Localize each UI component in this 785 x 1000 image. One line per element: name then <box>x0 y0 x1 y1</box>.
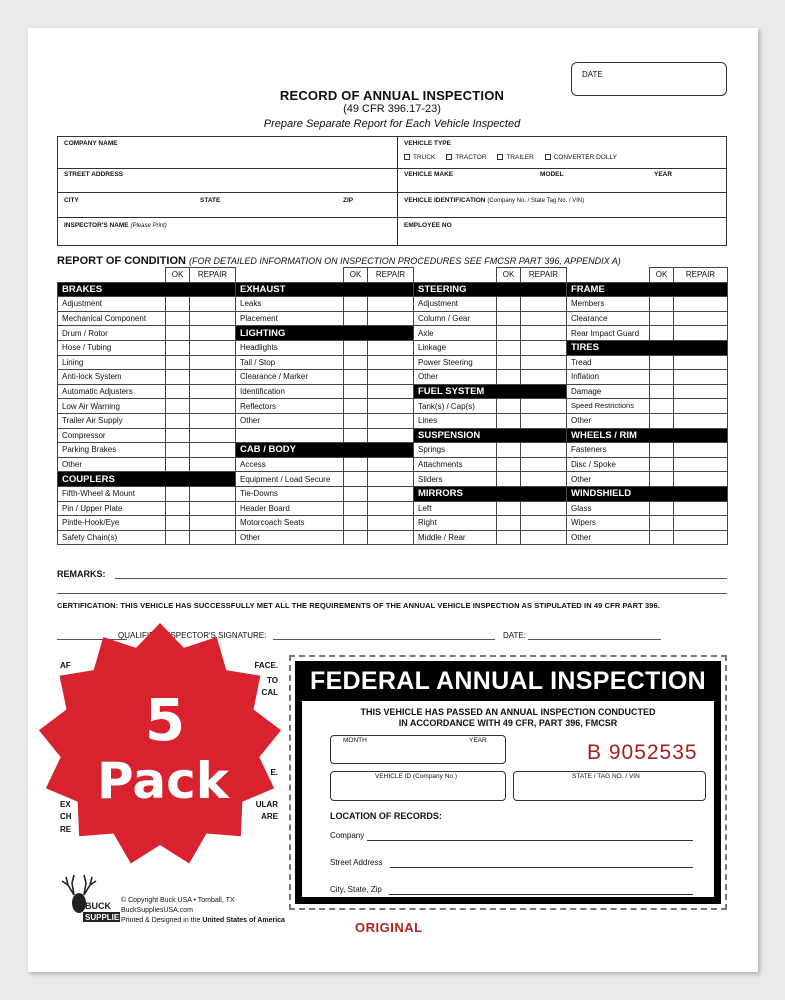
location-of-records-heading: LOCATION OF RECORDS: <box>330 811 442 821</box>
year-field[interactable]: YEAR <box>654 171 673 178</box>
ok-checkbox-cell[interactable] <box>497 370 521 385</box>
repair-checkbox-cell[interactable] <box>368 297 414 312</box>
ok-checkbox-cell[interactable] <box>344 384 368 399</box>
checklist-item-label: Tail / Stop <box>236 355 344 370</box>
vin-field[interactable]: VEHICLE IDENTIFICATION (Company No. / State Tag No. / VIN) <box>404 197 585 204</box>
checkbox-trailer[interactable]: TRAILER <box>497 154 533 161</box>
category-header: WINDSHIELD <box>567 486 728 501</box>
checklist-item-label: Attachments <box>414 457 497 472</box>
repair-column-header: REPAIR <box>674 268 728 283</box>
ok-column-header: OK <box>166 268 190 283</box>
repair-checkbox-cell[interactable] <box>521 472 567 487</box>
ok-checkbox-cell[interactable] <box>166 443 190 458</box>
repair-checkbox-cell[interactable] <box>190 457 236 472</box>
ok-checkbox-cell[interactable] <box>166 501 190 516</box>
checklist-header-blank <box>58 268 166 283</box>
repair-checkbox-cell[interactable] <box>521 530 567 545</box>
checklist-item-label: Tread <box>567 355 650 370</box>
checklist-item-label: Inflation <box>567 370 650 385</box>
checklist-item-label: Placement <box>236 311 344 326</box>
checklist-item-label: Left <box>414 501 497 516</box>
checklist-row <box>58 399 728 414</box>
checklist-item-label: Motorcoach Seats <box>236 516 344 531</box>
checklist-item-label: Damage <box>567 384 650 399</box>
category-header: LIGHTING <box>236 326 414 341</box>
repair-column-header: REPAIR <box>521 268 567 283</box>
repair-checkbox-cell[interactable] <box>368 530 414 545</box>
category-header: CAB / BODY <box>236 443 414 458</box>
checklist-item-label: Fifth-Wheel & Mount <box>58 486 166 501</box>
checklist-header-blank <box>414 268 497 283</box>
federal-inspection-decal <box>289 655 727 910</box>
checklist-item-label: Column / Gear <box>414 311 497 326</box>
checklist-row <box>58 370 728 385</box>
repair-checkbox-cell[interactable] <box>521 311 567 326</box>
ok-checkbox-cell[interactable] <box>650 501 674 516</box>
checklist-item-label: Other <box>236 413 344 428</box>
vehicle-info-block <box>57 136 727 246</box>
ok-checkbox-cell[interactable] <box>344 413 368 428</box>
checklist-row <box>58 472 728 487</box>
ok-checkbox-cell[interactable] <box>166 370 190 385</box>
decal-street-field[interactable]: Street Address <box>330 858 382 867</box>
checklist-item-label: Disc / Spoke <box>567 457 650 472</box>
ok-checkbox-cell[interactable] <box>344 472 368 487</box>
model-field[interactable]: MODEL <box>540 171 564 178</box>
repair-checkbox-cell[interactable] <box>674 326 728 341</box>
category-header: COUPLERS <box>58 472 236 487</box>
vehicle-make-field[interactable]: VEHICLE MAKE <box>404 171 454 178</box>
ok-column-header: OK <box>497 268 521 283</box>
repair-checkbox-cell[interactable] <box>190 413 236 428</box>
ok-checkbox-cell[interactable] <box>650 355 674 370</box>
repair-checkbox-cell[interactable] <box>521 516 567 531</box>
ok-checkbox-cell[interactable] <box>344 516 368 531</box>
repair-checkbox-cell[interactable] <box>190 355 236 370</box>
ok-checkbox-cell[interactable] <box>166 297 190 312</box>
category-header: EXHAUST <box>236 282 414 297</box>
instruction-fragment-left: CH <box>60 812 72 821</box>
ok-checkbox-cell[interactable] <box>344 501 368 516</box>
checklist-item-label: Other <box>567 472 650 487</box>
ok-checkbox-cell[interactable] <box>497 399 521 414</box>
checklist-item-label: Other <box>58 457 166 472</box>
ok-checkbox-cell[interactable] <box>166 399 190 414</box>
checklist-item-label: Safety Chain(s) <box>58 530 166 545</box>
company-name-field[interactable]: COMPANY NAME <box>64 140 118 147</box>
ok-checkbox-cell[interactable] <box>497 501 521 516</box>
repair-checkbox-cell[interactable] <box>190 297 236 312</box>
repair-checkbox-cell[interactable] <box>674 370 728 385</box>
checklist-row <box>58 297 728 312</box>
checklist-item-label: Parking Brakes <box>58 443 166 458</box>
instruction-fragment-left: RE <box>60 825 72 834</box>
city-field[interactable]: CITY <box>64 197 79 204</box>
repair-checkbox-cell[interactable] <box>521 340 567 355</box>
checklist-item-label: Anti-lock System <box>58 370 166 385</box>
category-header: BRAKES <box>58 282 236 297</box>
ok-checkbox-cell[interactable] <box>497 340 521 355</box>
ok-checkbox-cell[interactable] <box>497 457 521 472</box>
checklist-item-label: Other <box>567 413 650 428</box>
footer-printed: Printed & Designed in the United States of America <box>121 917 285 924</box>
ok-checkbox-cell[interactable] <box>650 413 674 428</box>
repair-checkbox-cell[interactable] <box>368 384 414 399</box>
repair-column-header: REPAIR <box>190 268 236 283</box>
decal-month-year-field[interactable]: MONTH YEAR <box>330 735 506 764</box>
repair-checkbox-cell[interactable] <box>521 370 567 385</box>
checklist-item-label: Axle <box>414 326 497 341</box>
report-of-condition-heading: REPORT OF CONDITION (FOR DETAILED INFORMATION ON INSPECTION PROCEDURES SEE FMCSR PART 396, APPENDIX A) <box>57 255 621 267</box>
checklist-item-label: Header Board <box>236 501 344 516</box>
repair-checkbox-cell[interactable] <box>190 486 236 501</box>
checklist-item-label: Compressor <box>58 428 166 443</box>
repair-checkbox-cell[interactable] <box>190 311 236 326</box>
decal-state-tag-field[interactable]: STATE / TAG NO. / VIN <box>513 771 706 801</box>
ok-checkbox-cell[interactable] <box>166 428 190 443</box>
decal-statement-line2: IN ACCORDANCE WITH 49 CFR, PART 396, FMCSR <box>398 718 618 728</box>
form-instruction: Prepare Separate Report for Each Vehicle Inspected <box>263 118 521 130</box>
remarks-line-2[interactable] <box>57 593 727 594</box>
repair-checkbox-cell[interactable] <box>190 370 236 385</box>
ok-checkbox-cell[interactable] <box>344 297 368 312</box>
checklist-item-label: Other <box>236 530 344 545</box>
checklist-row <box>58 282 728 297</box>
remarks-line-1[interactable] <box>115 578 727 579</box>
decal-city-field[interactable]: City, State, Zip <box>330 885 382 894</box>
checklist-item-label: Equipment / Load Secure <box>236 472 344 487</box>
ok-checkbox-cell[interactable] <box>497 413 521 428</box>
repair-checkbox-cell[interactable] <box>190 428 236 443</box>
ok-checkbox-cell[interactable] <box>497 472 521 487</box>
repair-column-header: REPAIR <box>368 268 414 283</box>
checklist-item-label: Other <box>567 530 650 545</box>
checklist-row <box>58 516 728 531</box>
checklist-item-label: Identification <box>236 384 344 399</box>
checklist-item-label: Springs <box>414 443 497 458</box>
repair-checkbox-cell[interactable] <box>190 501 236 516</box>
category-header: WHEELS / RIM <box>567 428 728 443</box>
remarks-label: REMARKS: <box>57 569 106 579</box>
date-label: DATE <box>582 70 603 79</box>
ok-checkbox-cell[interactable] <box>650 530 674 545</box>
checklist-item-label: Leaks <box>236 297 344 312</box>
checklist-item-label: Tie-Downs <box>236 486 344 501</box>
instruction-fragment-left: EX <box>60 800 71 809</box>
repair-checkbox-cell[interactable] <box>521 326 567 341</box>
repair-checkbox-cell[interactable] <box>674 384 728 399</box>
repair-checkbox-cell[interactable] <box>674 355 728 370</box>
vehicle-type-options <box>404 154 626 161</box>
decal-statement-line1: THIS VEHICLE HAS PASSED AN ANNUAL INSPECTION CONDUCTED <box>360 707 656 717</box>
repair-checkbox-cell[interactable] <box>521 443 567 458</box>
repair-checkbox-cell[interactable] <box>674 297 728 312</box>
ok-checkbox-cell[interactable] <box>497 311 521 326</box>
repair-checkbox-cell[interactable] <box>674 443 728 458</box>
repair-checkbox-cell[interactable] <box>674 413 728 428</box>
copy-label: ORIGINAL <box>355 920 423 935</box>
ok-checkbox-cell[interactable] <box>497 297 521 312</box>
ok-checkbox-cell[interactable] <box>650 399 674 414</box>
checklist-item-label: Low Air Warning <box>58 399 166 414</box>
checkbox-truck[interactable]: TRUCK <box>404 154 435 161</box>
checklist-row <box>58 486 728 501</box>
checklist-item-label: Tank(s) / Cap(s) <box>414 399 497 414</box>
repair-checkbox-cell[interactable] <box>190 399 236 414</box>
repair-checkbox-cell[interactable] <box>190 516 236 531</box>
checklist-row <box>58 340 728 355</box>
checklist-item-label: Mechanical Component <box>58 311 166 326</box>
decal-company-field[interactable]: Company <box>330 831 364 840</box>
ok-checkbox-cell[interactable] <box>166 457 190 472</box>
instruction-fragment-right: E. <box>270 768 278 777</box>
instruction-fragment-right: FACE. <box>254 661 278 670</box>
checkbox-converter-dolly[interactable]: CONVERTER DOLLY <box>545 154 617 161</box>
repair-checkbox-cell[interactable] <box>521 457 567 472</box>
repair-checkbox-cell[interactable] <box>190 326 236 341</box>
checklist-row <box>58 443 728 458</box>
checklist-row <box>58 311 728 326</box>
repair-checkbox-cell[interactable] <box>190 443 236 458</box>
ok-checkbox-cell[interactable] <box>650 384 674 399</box>
checklist-row <box>58 355 728 370</box>
checklist-item-label: Wipers <box>567 516 650 531</box>
repair-checkbox-cell[interactable] <box>674 472 728 487</box>
category-header: FRAME <box>567 282 728 297</box>
category-header: FUEL SYSTEM <box>414 384 567 399</box>
checklist-item-label: Hose / Tubing <box>58 340 166 355</box>
checklist-item-label: Clearance / Marker <box>236 370 344 385</box>
svg-text:BUCK: BUCK <box>85 901 111 911</box>
street-address-field[interactable]: STREET ADDRESS <box>64 171 123 178</box>
repair-checkbox-cell[interactable] <box>368 399 414 414</box>
checklist-item-label: Pintle-Hook/Eye <box>58 516 166 531</box>
signature-date-line[interactable] <box>528 639 661 640</box>
form-regulation: (49 CFR 396.17-23) <box>343 103 441 115</box>
checklist-item-label: Fasteners <box>567 443 650 458</box>
zip-field[interactable]: ZIP <box>343 197 354 204</box>
ok-checkbox-cell[interactable] <box>344 428 368 443</box>
condition-checklist-table <box>57 267 728 545</box>
state-field[interactable]: STATE <box>200 197 221 204</box>
checklist-item-label <box>236 428 344 443</box>
deer-antlers-icon <box>62 875 96 895</box>
decal-vehicle-id-field[interactable]: VEHICLE ID (Company No.) <box>330 771 506 801</box>
checklist-header-blank <box>236 268 344 283</box>
decal-serial-number: B 9052535 <box>587 741 698 764</box>
checklist-row <box>58 501 728 516</box>
ok-checkbox-cell[interactable] <box>650 297 674 312</box>
repair-checkbox-cell[interactable] <box>368 516 414 531</box>
five-pack-badge <box>35 620 285 870</box>
checklist-row <box>58 326 728 341</box>
ok-checkbox-cell[interactable] <box>344 486 368 501</box>
checklist-row <box>58 530 728 545</box>
ok-checkbox-cell[interactable] <box>344 399 368 414</box>
category-header: SUSPENSION <box>414 428 567 443</box>
report-of-condition-note: (FOR DETAILED INFORMATION ON INSPECTION PROCEDURES SEE FMCSR PART 396, APPENDIX A) <box>189 256 621 266</box>
checklist-row <box>58 428 728 443</box>
checklist-row <box>58 457 728 472</box>
repair-checkbox-cell[interactable] <box>368 311 414 326</box>
ok-checkbox-cell[interactable] <box>650 443 674 458</box>
vehicle-type-label: VEHICLE TYPE <box>404 140 451 147</box>
decal-title: FEDERAL ANNUAL INSPECTION <box>310 667 706 695</box>
checklist-item-label: Right <box>414 516 497 531</box>
instruction-fragment-right: TO <box>267 676 278 685</box>
repair-checkbox-cell[interactable] <box>674 530 728 545</box>
repair-checkbox-cell[interactable] <box>674 457 728 472</box>
ok-checkbox-cell[interactable] <box>650 370 674 385</box>
ok-checkbox-cell[interactable] <box>344 340 368 355</box>
instruction-fragment-right: ULAR <box>255 800 278 809</box>
ok-checkbox-cell[interactable] <box>497 355 521 370</box>
ok-checkbox-cell[interactable] <box>166 355 190 370</box>
repair-checkbox-cell[interactable] <box>368 501 414 516</box>
ok-checkbox-cell[interactable] <box>497 326 521 341</box>
checklist-item-label: Rear Impact Guard <box>567 326 650 341</box>
repair-checkbox-cell[interactable] <box>521 501 567 516</box>
ok-checkbox-cell[interactable] <box>344 457 368 472</box>
checklist-item-label: Headlights <box>236 340 344 355</box>
signature-date-label: DATE: <box>503 631 526 640</box>
buck-supplies-logo <box>58 873 125 929</box>
checklist-item-label: Speed Restrictions <box>567 399 650 414</box>
employee-no-field[interactable]: EMPLOYEE NO <box>404 222 452 229</box>
checklist-item-label: Members <box>567 297 650 312</box>
repair-checkbox-cell[interactable] <box>521 399 567 414</box>
ok-checkbox-cell[interactable] <box>650 457 674 472</box>
badge-number: 5 <box>144 686 186 754</box>
deer-head-icon <box>72 893 86 913</box>
form-title: RECORD OF ANNUAL INSPECTION <box>279 88 505 103</box>
footer-website[interactable]: BuckSuppliesUSA.com <box>121 907 193 914</box>
ok-column-header: OK <box>344 268 368 283</box>
checklist-item-label: Linkage <box>414 340 497 355</box>
checklist-item-label: Automatic Adjusters <box>58 384 166 399</box>
category-header: MIRRORS <box>414 486 567 501</box>
repair-checkbox-cell[interactable] <box>368 355 414 370</box>
checklist-item-label: Middle / Rear <box>414 530 497 545</box>
checklist-header-row <box>58 268 728 283</box>
repair-checkbox-cell[interactable] <box>190 384 236 399</box>
repair-checkbox-cell[interactable] <box>368 472 414 487</box>
footer-copyright: © Copyright Buck USA • Tomball, TX <box>121 897 235 904</box>
repair-checkbox-cell[interactable] <box>368 370 414 385</box>
ok-checkbox-cell[interactable] <box>344 311 368 326</box>
repair-checkbox-cell[interactable] <box>674 399 728 414</box>
checklist-item-label: Adjustment <box>414 297 497 312</box>
repair-checkbox-cell[interactable] <box>368 413 414 428</box>
instruction-fragment-left: AF <box>60 661 71 670</box>
instruction-fragment-right: CAL <box>261 688 278 697</box>
checklist-item-label: Access <box>236 457 344 472</box>
ok-checkbox-cell[interactable] <box>166 340 190 355</box>
checkbox-tractor[interactable]: TRACTOR <box>446 154 486 161</box>
repair-checkbox-cell[interactable] <box>368 428 414 443</box>
ok-checkbox-cell[interactable] <box>344 355 368 370</box>
signature-line[interactable] <box>273 639 495 640</box>
checklist-header-blank <box>567 268 650 283</box>
repair-checkbox-cell[interactable] <box>368 457 414 472</box>
ok-checkbox-cell[interactable] <box>166 326 190 341</box>
repair-checkbox-cell[interactable] <box>190 530 236 545</box>
checklist-item-label: Drum / Rotor <box>58 326 166 341</box>
ok-checkbox-cell[interactable] <box>166 311 190 326</box>
ok-checkbox-cell[interactable] <box>497 443 521 458</box>
ok-checkbox-cell[interactable] <box>166 486 190 501</box>
ok-checkbox-cell[interactable] <box>650 472 674 487</box>
repair-checkbox-cell[interactable] <box>521 413 567 428</box>
category-header: TIRES <box>567 340 728 355</box>
checklist-item-label: Other <box>414 370 497 385</box>
ok-checkbox-cell[interactable] <box>166 413 190 428</box>
ok-checkbox-cell[interactable] <box>344 530 368 545</box>
ok-checkbox-cell[interactable] <box>166 516 190 531</box>
checklist-row <box>58 413 728 428</box>
checklist-item-label: Sliders <box>414 472 497 487</box>
ok-column-header: OK <box>650 268 674 283</box>
ok-checkbox-cell[interactable] <box>650 326 674 341</box>
svg-text:SUPPLIES: SUPPLIES <box>85 913 125 922</box>
ok-checkbox-cell[interactable] <box>650 311 674 326</box>
certification-statement: CERTIFICATION: THIS VEHICLE HAS SUCCESSFULLY MET ALL THE REQUIREMENTS OF THE ANNUAL VEHICLE INSPECTION AS STIPULATED IN 49 CFR PART 396. <box>57 601 660 610</box>
ok-checkbox-cell[interactable] <box>344 370 368 385</box>
ok-checkbox-cell[interactable] <box>650 516 674 531</box>
ok-checkbox-cell[interactable] <box>497 530 521 545</box>
ok-checkbox-cell[interactable] <box>166 384 190 399</box>
checklist-row <box>58 384 728 399</box>
instruction-fragment-right: ARE <box>261 812 278 821</box>
checklist-item-label: Clearance <box>567 311 650 326</box>
checklist-item-label: Adjustment <box>58 297 166 312</box>
repair-checkbox-cell[interactable] <box>521 355 567 370</box>
checklist-item-label: Power Steering <box>414 355 497 370</box>
ok-checkbox-cell[interactable] <box>497 516 521 531</box>
category-header: STEERING <box>414 282 567 297</box>
inspector-name-field[interactable]: INSPECTOR'S NAME (Please Print) <box>64 222 167 229</box>
repair-checkbox-cell[interactable] <box>368 340 414 355</box>
repair-checkbox-cell[interactable] <box>190 340 236 355</box>
badge-word: Pack <box>97 752 229 810</box>
checklist-item-label: Reflectors <box>236 399 344 414</box>
repair-checkbox-cell[interactable] <box>674 311 728 326</box>
checklist-item-label: Pin / Upper Plate <box>58 501 166 516</box>
checklist-item-label: Lines <box>414 413 497 428</box>
repair-checkbox-cell[interactable] <box>674 516 728 531</box>
repair-checkbox-cell[interactable] <box>674 501 728 516</box>
checklist-item-label: Glass <box>567 501 650 516</box>
ok-checkbox-cell[interactable] <box>166 530 190 545</box>
checklist-item-label: Trailer Air Supply <box>58 413 166 428</box>
checklist-item-label: Lining <box>58 355 166 370</box>
repair-checkbox-cell[interactable] <box>521 297 567 312</box>
repair-checkbox-cell[interactable] <box>368 486 414 501</box>
inspector-signature-label: QUALIFIED INSPECTOR'S SIGNATURE: <box>118 631 267 640</box>
